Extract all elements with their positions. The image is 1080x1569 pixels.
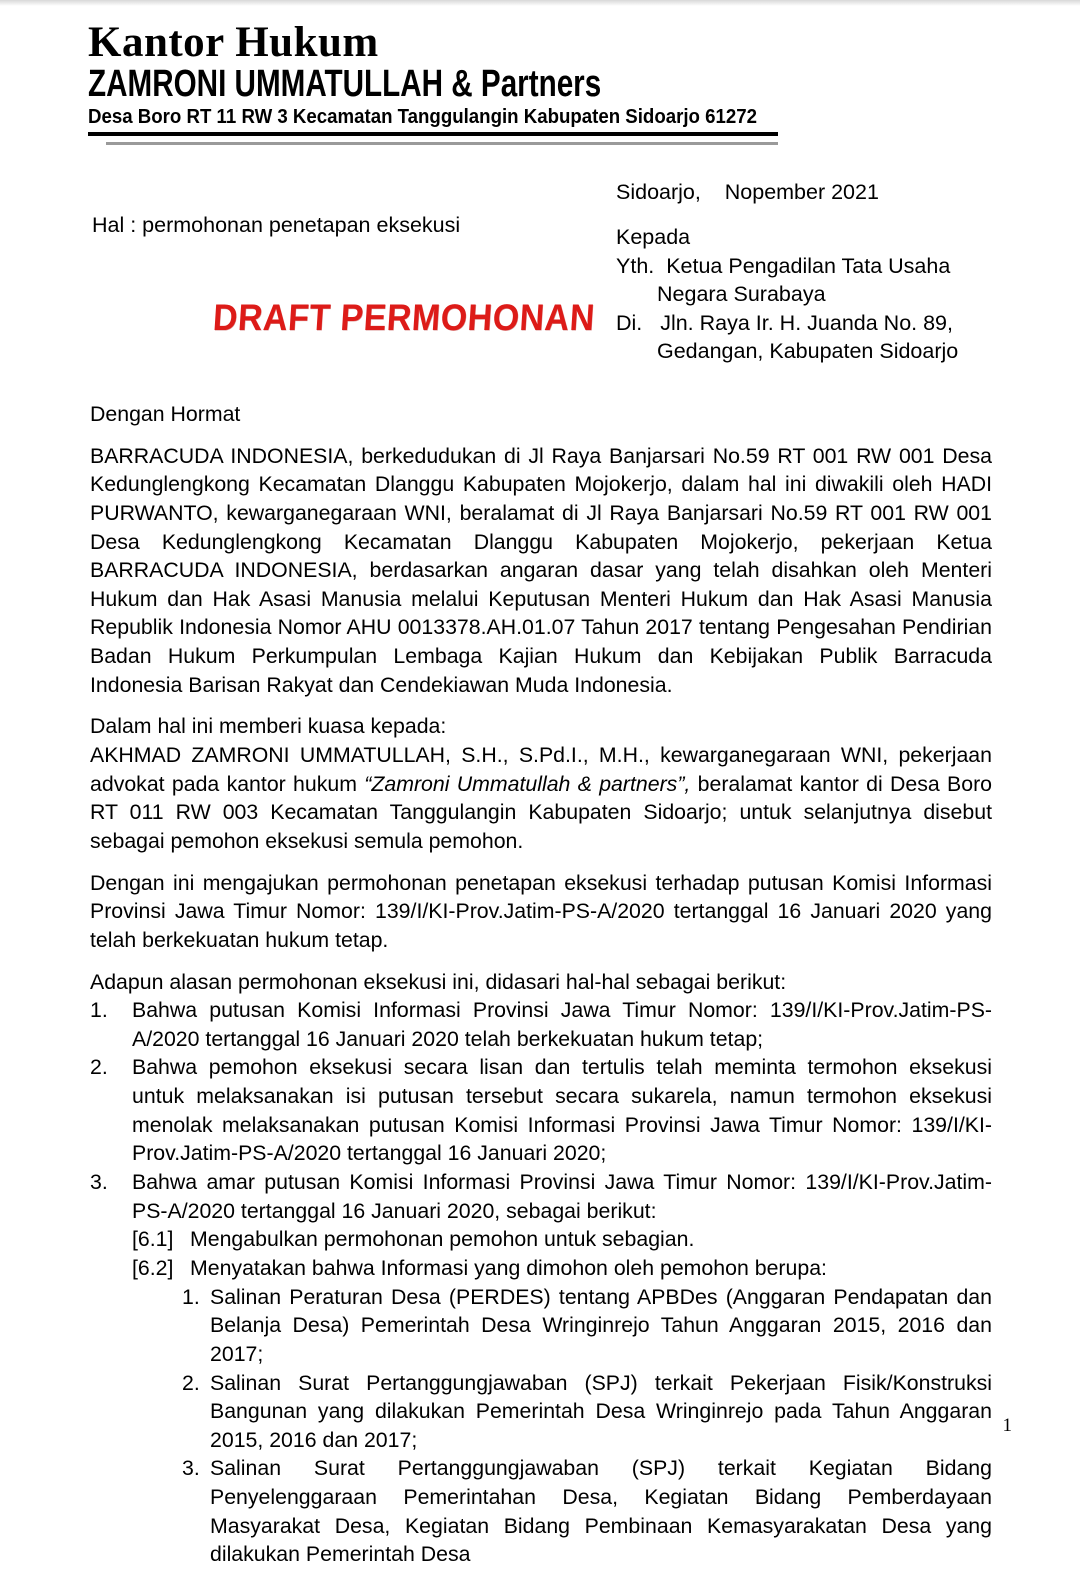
list-item (90, 1053, 992, 1168)
list-marker: 3. (90, 1170, 108, 1195)
list-text: Bahwa pemohon eksekusi secara lisan dan tertulis telah meminta termohon eksekusi untuk melaksanakan isi putusan tersebut secara sukarela, namun termohon eksekusi menolak melaksanakan putusan Komisi Informasi Provinsi Jawa Timur Nomor: 139/I/KI-Prov.Jatim-PS-A/2020 tertanggal 16 Januari 2020; (132, 1055, 992, 1166)
addressee-name: Yth. Ketua Pengadilan Tata Usaha (616, 253, 951, 278)
list-marker: 1. (90, 998, 108, 1023)
amar-text: Mengabulkan permohonan pemohon untuk sebagian. (190, 1227, 695, 1252)
paragraph-alasan: Adapun alasan permohonan eksekusi ini, didasari hal-hal sebagai berikut: (90, 969, 787, 994)
addressee-kepada: Kepada (616, 225, 691, 250)
letter-body (90, 400, 992, 1569)
kuasa-text-b: beralamat kantor di Desa Boro RT 011 RW 003 Kecamatan Tanggulangin Kabupaten Sidoarjo; untuk selanjutnya disebut sebagai pemohon eksekusi semula pemohon. (90, 771, 993, 853)
amar-item (132, 1254, 992, 1283)
informasi-text: Salinan Peraturan Desa (PERDES) tentang APBDes (Anggaran Pendapatan dan Belanja Desa) Pemerintah Desa Wringinrejo Tahun Anggaran 2015, 2016 dan 2017; (210, 1284, 992, 1366)
dateline: Sidoarjo, Nopember 2021 (616, 180, 879, 204)
amar-marker: [6.1] (132, 1227, 174, 1252)
letterhead-rule-thick (88, 132, 778, 136)
page-number: 1 (1002, 1415, 1012, 1436)
list-item (90, 996, 992, 1053)
informasi-marker: 1. (182, 1284, 200, 1309)
list-item (90, 1168, 992, 1225)
list-text: Bahwa amar putusan Komisi Informasi Provinsi Jawa Timur Nomor: 139/I/KI-Prov.Jatim-PS-A/2020 tertanggal 16 Januari 2020, sebagai berikut: (132, 1170, 992, 1223)
subject-line: Hal : permohonan penetapan eksekusi (92, 213, 461, 237)
informasi-marker: 2. (182, 1370, 200, 1395)
informasi-marker: 3. (182, 1456, 200, 1481)
list-text: Bahwa putusan Komisi Informasi Provinsi Jawa Timur Nomor: 139/I/KI-Prov.Jatim-PS-A/2020 tertanggal 16 Januari 2020 telah berkekuatan hukum tetap; (132, 998, 992, 1051)
letterhead-firm-name: ZAMRONI UMMATULLAH & Partners (88, 63, 602, 106)
page-top-edge-shadow (0, 0, 1080, 6)
amar-marker: [6.2] (132, 1255, 174, 1280)
paragraph-kuasa (90, 741, 992, 856)
addressee-block (616, 178, 958, 365)
amar-text: Menyatakan bahwa Informasi yang dimohon oleh pemohon berupa: (190, 1255, 827, 1280)
firm-name-italic: “Zamroni Ummatullah & partners”, (364, 771, 691, 796)
kuasa-text-a: AKHMAD ZAMRONI UMMATULLAH, S.H., S.Pd.I., M.H., kewarganegaraan WNI, pekerjaan advokat pada kantor hukum (90, 743, 992, 796)
informasi-text: Salinan Surat Pertanggungjawaban (SPJ) terkait Kegiatan Bidang Penyelenggaraan Pemerintahan Desa, Kegiatan Bidang Pemberdayaan Masyarakat Desa, Kegiatan Bidang Pembinaan Kemasyarakatan Desa yang dilakukan Pemerintah Desa (210, 1456, 992, 1567)
paragraph-pengajuan: Dengan ini mengajukan permohonan penetapan eksekusi terhadap putusan Komisi Informasi Provinsi Jawa Timur Nomor: 139/I/KI-Prov.Jatim-PS-A/2020 tertanggal 16 Januari 2020 yang telah berkekuatan hukum tetap. (90, 870, 992, 952)
paragraph-identitas: BARRACUDA INDONESIA, berkedudukan di Jl Raya Banjarsari No.59 RT 001 RW 001 Desa Kedunglengkong Kecamatan Dlanggu Kabupaten Mojokerjo, dalam hal ini diwakili oleh HADI PURWANTO, kewarganegaraan WNI, beralamat di Jl Raya Banjarsari No.59 RT 001 RW 001 Desa Kedunglengkong Kecamatan Dlanggu Kabupaten Mojokerjo, pekerjaan Ketua BARRACUDA INDONESIA, berdasarkan angaran dasar yang telah disahkan oleh Menteri Hukum dan Hak Asasi Manusia melalui Keputusan Menteri Hukum dan Hak Asasi Manusia Republik Indonesia Nomor AHU 0013378.AH.01.07 Tahun 2017 tentang Pengesahan Pendirian Badan Hukum Perkumpulan Lembaga Kajian Hukum dan Kebijakan Publik Barracuda Indonesia Barisan Rakyat dan Cendekiawan Muda Indonesia. (90, 443, 992, 697)
addressee-name-cont: Negara Surabaya (657, 282, 826, 307)
draft-stamp: DRAFT PERMOHONAN (211, 297, 597, 338)
amar-item (132, 1225, 992, 1254)
letterhead-office-type: Kantor Hukum (88, 19, 379, 66)
salutation: Dengan Hormat (90, 402, 241, 426)
addressee-street-cont: Gedangan, Kabupaten Sidoarjo (657, 338, 959, 363)
list-marker: 2. (90, 1055, 108, 1080)
letterhead (88, 19, 878, 145)
informasi-text: Salinan Surat Pertanggungjawaban (SPJ) terkait Pekerjaan Fisik/Konstruksi Bangunan yang dilakukan Pemerintah Desa Wringinrejo pada Tahun Anggaran 2015, 2016 dan 2017; (210, 1370, 992, 1452)
letterhead-address: Desa Boro RT 11 RW 3 Kecamatan Tanggulangin Kabupaten Sidoarjo 61272 (88, 105, 757, 129)
informasi-item (182, 1454, 992, 1569)
informasi-item (182, 1369, 992, 1455)
informasi-item (182, 1283, 992, 1369)
paragraph-kuasa-intro: Dalam hal ini memberi kuasa kepada: (90, 714, 447, 739)
letterhead-rule-thin (106, 142, 778, 145)
addressee-street: Di. Jln. Raya Ir. H. Juanda No. 89, (616, 310, 953, 335)
